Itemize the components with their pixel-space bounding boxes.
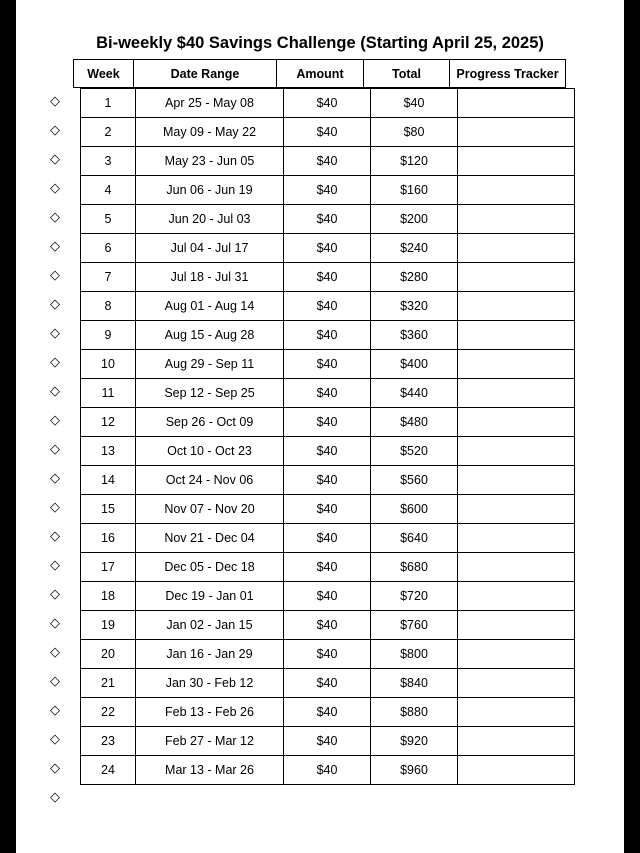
page-title: Bi-weekly $40 Savings Challenge (Starting April 25, 2025) [96, 34, 544, 52]
table-row [81, 350, 575, 379]
progress-tracker-cell[interactable] [458, 756, 575, 785]
progress-tracker-cell[interactable] [458, 408, 575, 437]
date-range-cell: Jul 04 - Jul 17 [136, 234, 284, 263]
progress-tracker-cell[interactable] [458, 466, 575, 495]
date-range-cell: Nov 21 - Dec 04 [136, 524, 284, 553]
week-cell: 4 [81, 176, 136, 205]
diamond-checkbox-icon[interactable]: ◇ [50, 123, 60, 138]
table-row [81, 611, 575, 640]
amount-cell: $40 [284, 379, 371, 408]
date-range-cell: Jul 18 - Jul 31 [136, 263, 284, 292]
diamond-checkbox-icon[interactable]: ◇ [50, 790, 60, 805]
table-row [81, 118, 575, 147]
week-cell: 5 [81, 205, 136, 234]
date-range-cell: May 23 - Jun 05 [136, 147, 284, 176]
amount-cell: $40 [284, 147, 371, 176]
week-cell: 16 [81, 524, 136, 553]
date-range-cell: Aug 29 - Sep 11 [136, 350, 284, 379]
amount-cell: $40 [284, 118, 371, 147]
week-cell: 20 [81, 640, 136, 669]
week-cell: 22 [81, 698, 136, 727]
date-range-cell: Feb 13 - Feb 26 [136, 698, 284, 727]
progress-tracker-cell[interactable] [458, 147, 575, 176]
total-cell: $840 [371, 669, 458, 698]
table-row [81, 205, 575, 234]
date-range-cell: Dec 19 - Jan 01 [136, 582, 284, 611]
diamond-checkbox-icon[interactable]: ◇ [50, 616, 60, 631]
progress-tracker-cell[interactable] [458, 611, 575, 640]
progress-tracker-cell[interactable] [458, 698, 575, 727]
week-cell: 2 [81, 118, 136, 147]
diamond-checkbox-icon[interactable]: ◇ [50, 471, 60, 486]
week-cell: 18 [81, 582, 136, 611]
date-range-cell: Jan 02 - Jan 15 [136, 611, 284, 640]
week-cell: 19 [81, 611, 136, 640]
total-cell: $240 [371, 234, 458, 263]
table-row [81, 756, 575, 785]
week-cell: 9 [81, 321, 136, 350]
date-range-cell: Jun 06 - Jun 19 [136, 176, 284, 205]
amount-cell: $40 [284, 611, 371, 640]
total-cell: $560 [371, 466, 458, 495]
savings-table [80, 88, 575, 785]
total-cell: $480 [371, 408, 458, 437]
total-cell: $440 [371, 379, 458, 408]
week-cell: 10 [81, 350, 136, 379]
table-row [81, 176, 575, 205]
amount-cell: $40 [284, 292, 371, 321]
week-cell: 23 [81, 727, 136, 756]
diamond-checkbox-icon[interactable]: ◇ [50, 500, 60, 515]
date-range-cell: May 09 - May 22 [136, 118, 284, 147]
total-cell: $920 [371, 727, 458, 756]
week-cell: 12 [81, 408, 136, 437]
table-row [81, 321, 575, 350]
diamond-checkbox-icon[interactable]: ◇ [50, 94, 60, 109]
table-row [81, 698, 575, 727]
date-range-cell: Sep 26 - Oct 09 [136, 408, 284, 437]
progress-tracker-cell[interactable] [458, 582, 575, 611]
diamond-checkbox-icon[interactable]: ◇ [50, 239, 60, 254]
progress-tracker-cell[interactable] [458, 292, 575, 321]
date-range-cell: Nov 07 - Nov 20 [136, 495, 284, 524]
progress-tracker-cell[interactable] [458, 495, 575, 524]
table-row [81, 379, 575, 408]
diamond-checkbox-icon[interactable]: ◇ [50, 413, 60, 428]
week-cell: 15 [81, 495, 136, 524]
diamond-checkbox-icon[interactable]: ◇ [50, 355, 60, 370]
diamond-checkbox-icon[interactable]: ◇ [50, 181, 60, 196]
total-cell: $720 [371, 582, 458, 611]
amount-cell: $40 [284, 466, 371, 495]
date-range-cell: Aug 01 - Aug 14 [136, 292, 284, 321]
total-cell: $520 [371, 437, 458, 466]
amount-cell: $40 [284, 437, 371, 466]
diamond-checkbox-icon[interactable]: ◇ [50, 645, 60, 660]
diamond-checkbox-icon[interactable]: ◇ [50, 297, 60, 312]
diamond-checkbox-icon[interactable]: ◇ [50, 761, 60, 776]
amount-cell: $40 [284, 727, 371, 756]
progress-tracker-cell[interactable] [458, 350, 575, 379]
header-date-range: Date Range [134, 60, 277, 88]
progress-tracker-cell[interactable] [458, 727, 575, 756]
total-cell: $600 [371, 495, 458, 524]
total-cell: $400 [371, 350, 458, 379]
total-cell: $160 [371, 176, 458, 205]
week-cell: 13 [81, 437, 136, 466]
table-row [81, 466, 575, 495]
week-cell: 11 [81, 379, 136, 408]
table-row [81, 669, 575, 698]
week-cell: 21 [81, 669, 136, 698]
total-cell: $960 [371, 756, 458, 785]
table-row [81, 495, 575, 524]
diamond-checkbox-icon[interactable]: ◇ [50, 210, 60, 225]
total-cell: $200 [371, 205, 458, 234]
table-row [81, 263, 575, 292]
week-cell: 14 [81, 466, 136, 495]
week-cell: 6 [81, 234, 136, 263]
total-cell: $880 [371, 698, 458, 727]
week-cell: 7 [81, 263, 136, 292]
diamond-checkbox-icon[interactable]: ◇ [50, 268, 60, 283]
week-cell: 8 [81, 292, 136, 321]
progress-tracker-cell[interactable] [458, 524, 575, 553]
progress-tracker-cell[interactable] [458, 234, 575, 263]
progress-tracker-cell[interactable] [458, 640, 575, 669]
diamond-checkbox-icon[interactable]: ◇ [50, 442, 60, 457]
date-range-cell: Apr 25 - May 08 [136, 89, 284, 118]
diamond-checkbox-icon[interactable]: ◇ [50, 152, 60, 167]
amount-cell: $40 [284, 553, 371, 582]
table-row [81, 524, 575, 553]
table-header [73, 59, 566, 88]
header-amount: Amount [277, 60, 364, 88]
diamond-checkbox-icon[interactable]: ◇ [50, 326, 60, 341]
total-cell: $360 [371, 321, 458, 350]
progress-tracker-cell[interactable] [458, 321, 575, 350]
progress-tracker-cell[interactable] [458, 89, 575, 118]
date-range-cell: Oct 10 - Oct 23 [136, 437, 284, 466]
date-range-cell: Sep 12 - Sep 25 [136, 379, 284, 408]
progress-tracker-cell[interactable] [458, 205, 575, 234]
table-row [81, 234, 575, 263]
table-row [81, 553, 575, 582]
diamond-checkbox-icon[interactable]: ◇ [50, 529, 60, 544]
amount-cell: $40 [284, 234, 371, 263]
progress-tracker-cell[interactable] [458, 553, 575, 582]
table-row [81, 408, 575, 437]
amount-cell: $40 [284, 89, 371, 118]
amount-cell: $40 [284, 263, 371, 292]
total-cell: $80 [371, 118, 458, 147]
diamond-checkbox-icon[interactable]: ◇ [50, 674, 60, 689]
date-range-cell: Dec 05 - Dec 18 [136, 553, 284, 582]
table-row [81, 437, 575, 466]
amount-cell: $40 [284, 640, 371, 669]
date-range-cell: Jan 30 - Feb 12 [136, 669, 284, 698]
header-row [74, 60, 566, 88]
diamond-checkbox-icon[interactable]: ◇ [50, 732, 60, 747]
total-cell: $320 [371, 292, 458, 321]
table-row [81, 582, 575, 611]
date-range-cell: Feb 27 - Mar 12 [136, 727, 284, 756]
total-cell: $800 [371, 640, 458, 669]
week-cell: 17 [81, 553, 136, 582]
table-row [81, 292, 575, 321]
header-total: Total [364, 60, 450, 88]
date-range-cell: Jan 16 - Jan 29 [136, 640, 284, 669]
diamond-checkbox-icon[interactable]: ◇ [50, 703, 60, 718]
total-cell: $640 [371, 524, 458, 553]
total-cell: $760 [371, 611, 458, 640]
progress-tracker-cell[interactable] [458, 118, 575, 147]
amount-cell: $40 [284, 669, 371, 698]
header-progress-tracker: Progress Tracker [450, 60, 566, 88]
diamond-checkbox-icon[interactable]: ◇ [50, 587, 60, 602]
week-cell: 24 [81, 756, 136, 785]
week-cell: 3 [81, 147, 136, 176]
amount-cell: $40 [284, 524, 371, 553]
amount-cell: $40 [284, 408, 371, 437]
diamond-checkbox-icon[interactable]: ◇ [50, 558, 60, 573]
amount-cell: $40 [284, 321, 371, 350]
date-range-cell: Mar 13 - Mar 26 [136, 756, 284, 785]
table-row [81, 89, 575, 118]
date-range-cell: Oct 24 - Nov 06 [136, 466, 284, 495]
progress-tracker-cell[interactable] [458, 669, 575, 698]
amount-cell: $40 [284, 698, 371, 727]
total-cell: $40 [371, 89, 458, 118]
table-row [81, 727, 575, 756]
header-week: Week [74, 60, 134, 88]
progress-tracker-cell[interactable] [458, 176, 575, 205]
total-cell: $680 [371, 553, 458, 582]
progress-tracker-cell[interactable] [458, 437, 575, 466]
total-cell: $120 [371, 147, 458, 176]
week-cell: 1 [81, 89, 136, 118]
amount-cell: $40 [284, 176, 371, 205]
progress-tracker-cell[interactable] [458, 379, 575, 408]
amount-cell: $40 [284, 350, 371, 379]
amount-cell: $40 [284, 495, 371, 524]
date-range-cell: Aug 15 - Aug 28 [136, 321, 284, 350]
amount-cell: $40 [284, 582, 371, 611]
table-row [81, 640, 575, 669]
table-row [81, 147, 575, 176]
amount-cell: $40 [284, 756, 371, 785]
total-cell: $280 [371, 263, 458, 292]
amount-cell: $40 [284, 205, 371, 234]
date-range-cell: Jun 20 - Jul 03 [136, 205, 284, 234]
progress-tracker-cell[interactable] [458, 263, 575, 292]
diamond-checkbox-icon[interactable]: ◇ [50, 384, 60, 399]
